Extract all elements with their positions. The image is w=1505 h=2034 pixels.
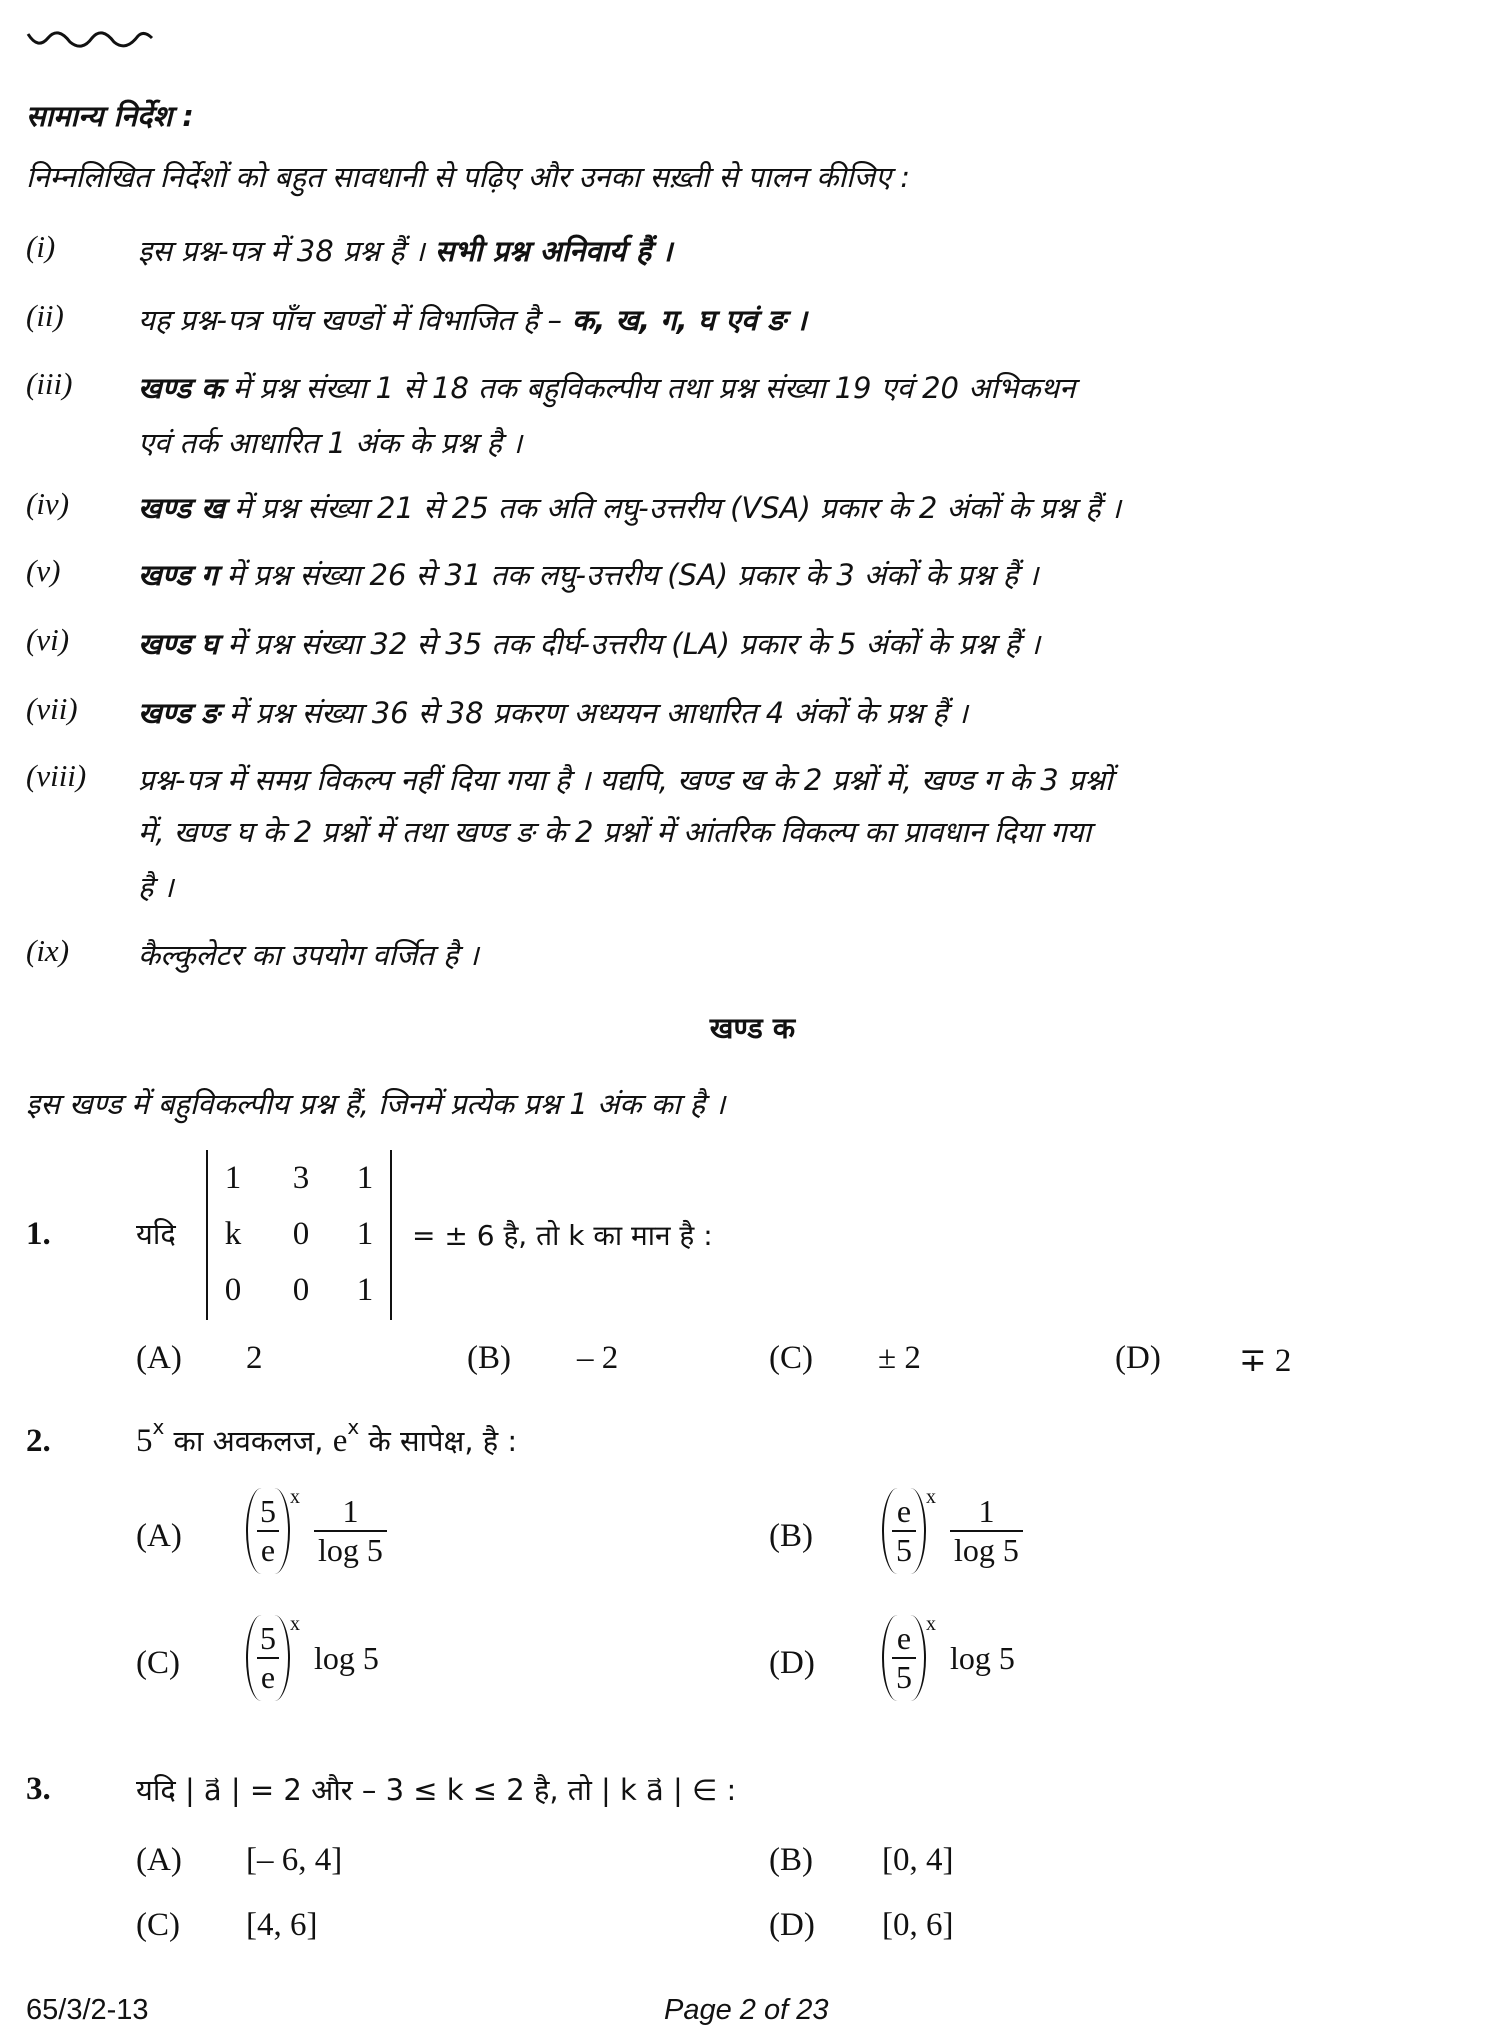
determinant (206, 1150, 392, 1320)
instruction-bold: खण्ड ख (138, 491, 225, 525)
instruction-text: में प्रश्न संख्या 1 से 18 तक बहुविकल्पीय तथा प्रश्न संख्या 19 एवं 20 अभिकथन (223, 371, 1076, 405)
instruction-label: (iii) (26, 366, 73, 401)
section-intro: इस खण्ड में बहुविकल्पीय प्रश्न हैं, जिनमें प्रत्येक प्रश्न 1 अंक का है । (26, 1087, 726, 1121)
matrix-cell: 0 (224, 1272, 242, 1308)
instruction-text-line3: है । (138, 870, 174, 904)
matrix-cell: 3 (292, 1160, 310, 1196)
option-label: (A) (136, 1842, 182, 1878)
option-label: (A) (136, 1340, 182, 1376)
option-expression: $\frac{e}{5}$ x $\frac{1}{\log 5}$ (882, 1488, 1023, 1574)
instruction-bold: खण्ड घ (138, 627, 219, 661)
matrix-cell: 1 (356, 1216, 374, 1252)
option-value: [0, 4] (882, 1842, 954, 1878)
page-number: Page 2 of 23 (664, 1994, 829, 2026)
instruction-item (138, 231, 672, 270)
instruction-item (138, 624, 1040, 663)
option-value: – 2 (577, 1340, 619, 1376)
option-value: ∓ 2 (1239, 1343, 1292, 1379)
matrix-cell: 1 (224, 1160, 242, 1196)
instruction-text: में प्रश्न संख्या 32 से 35 तक दीर्घ-उत्तरीय (LA) प्रकार के 5 अंकों के प्रश्न हैं । (218, 627, 1041, 661)
option-label: (C) (136, 1907, 180, 1943)
instruction-label: (vii) (26, 691, 78, 726)
paper-code: 65/3/2-13 (26, 1994, 149, 2026)
instruction-text: इस प्रश्न-पत्र में 38 प्रश्न हैं । (138, 234, 425, 268)
instruction-item (138, 693, 968, 732)
matrix-cell: 0 (292, 1272, 310, 1308)
math-exponent: x (347, 1415, 360, 1439)
question-prefix: यदि (136, 1217, 176, 1251)
instruction-label: (viii) (26, 758, 87, 793)
option-value: [4, 6] (246, 1907, 318, 1943)
matrix-cell: k (224, 1216, 242, 1252)
option-value: 2 (246, 1340, 263, 1376)
math-base: 5 (136, 1423, 153, 1459)
question-text-part: के सापेक्ष, है : (359, 1424, 518, 1458)
instruction-label: (ix) (26, 933, 70, 968)
option-label: (A) (136, 1518, 182, 1554)
question-suffix: = ± 6 है, तो k का मान है : (412, 1219, 713, 1252)
question-number: 2. (26, 1423, 51, 1459)
instruction-label: (i) (26, 229, 56, 264)
option-value: ± 2 (878, 1340, 921, 1376)
question-text: यदि | a⃗ | = 2 और – 3 ≤ k ≤ 2 है, तो | k a⃗ | ∈ : (136, 1773, 737, 1807)
option-label: (B) (467, 1340, 511, 1376)
instruction-item (138, 300, 807, 339)
option-expression: $\frac{5}{e}$ x $\frac{1}{\log 5}$ (246, 1488, 387, 1574)
instruction-text: में प्रश्न संख्या 26 से 31 तक लघु-उत्तरीय (SA) प्रकार के 3 अंकों के प्रश्न हैं । (217, 558, 1039, 592)
option-label: (D) (769, 1645, 815, 1681)
option-expression: $\frac{e}{5}$ x log 5 (882, 1615, 1015, 1701)
instruction-bold: सभी प्रश्न अनिवार्य हैं । (424, 234, 673, 268)
option-label: (D) (769, 1907, 815, 1943)
option-label: (C) (769, 1340, 813, 1376)
option-value: [0, 6] (882, 1907, 954, 1943)
instruction-text-line2: एवं तर्क आधारित 1 अंक के प्रश्न है । (138, 426, 523, 460)
instruction-label: (vi) (26, 622, 70, 657)
decorative-wave-icon (26, 28, 156, 52)
instruction-item (138, 555, 1038, 594)
option-value: [– 6, 4] (246, 1842, 343, 1878)
instruction-label: (ii) (26, 298, 64, 333)
option-label: (B) (769, 1518, 813, 1554)
option-label: (B) (769, 1842, 813, 1878)
instruction-text: में प्रश्न संख्या 21 से 25 तक अति लघु-उत्तरीय (VSA) प्रकार के 2 अंकों के प्रश्न हैं । (224, 491, 1121, 525)
option-expression: $\frac{5}{e}$ x log 5 (246, 1615, 379, 1701)
instruction-text: में प्रश्न संख्या 36 से 38 प्रकरण अध्ययन आधारित 4 अंकों के प्रश्न हैं । (219, 696, 968, 730)
instruction-label: (v) (26, 553, 61, 588)
instructions-intro: निम्नलिखित निर्देशों को बहुत सावधानी से पढ़िए और उनका सख़्ती से पालन कीजिए : (26, 160, 911, 194)
instruction-text-line2: में, खण्ड घ के 2 प्रश्नों में तथा खण्ड ङ के 2 प्रश्नों में आंतरिक विकल्प का प्रावधान दिया गया (138, 815, 1091, 849)
matrix-cell: 1 (356, 1160, 374, 1196)
question-text-part: का अवकलज, (164, 1424, 333, 1458)
instruction-item (138, 368, 1075, 407)
instruction-bold: क, ख, ग, घ एवं ङ । (561, 303, 807, 337)
question-text (136, 1415, 518, 1460)
matrix-cell: 0 (292, 1216, 310, 1252)
math-exponent: x (152, 1415, 165, 1439)
option-label: (D) (1115, 1340, 1161, 1376)
instruction-text: कैल्कुलेटर का उपयोग वर्जित है । (138, 938, 479, 972)
instruction-text: यह प्रश्न-पत्र पाँच खण्डों में विभाजित है – (138, 303, 562, 337)
general-instructions-heading: सामान्य निर्देश : (26, 99, 194, 133)
instruction-text: प्रश्न-पत्र में समग्र विकल्प नहीं दिया गया है । यद्यपि, खण्ड ख के 2 प्रश्नों में, खण्ड ग के 3 प्रश्नों (138, 763, 1113, 797)
instruction-bold: खण्ड ङ (138, 696, 220, 730)
instruction-bold: खण्ड क (138, 371, 224, 405)
instruction-item (138, 488, 1121, 527)
section-title: खण्ड क (709, 1011, 796, 1045)
math-base: e (332, 1423, 348, 1459)
question-number: 3. (26, 1771, 51, 1807)
question-number: 1. (26, 1216, 51, 1252)
option-label: (C) (136, 1645, 180, 1681)
instruction-bold: खण्ड ग (138, 558, 218, 592)
matrix-cell: 1 (356, 1272, 374, 1308)
instruction-label: (iv) (26, 486, 70, 521)
